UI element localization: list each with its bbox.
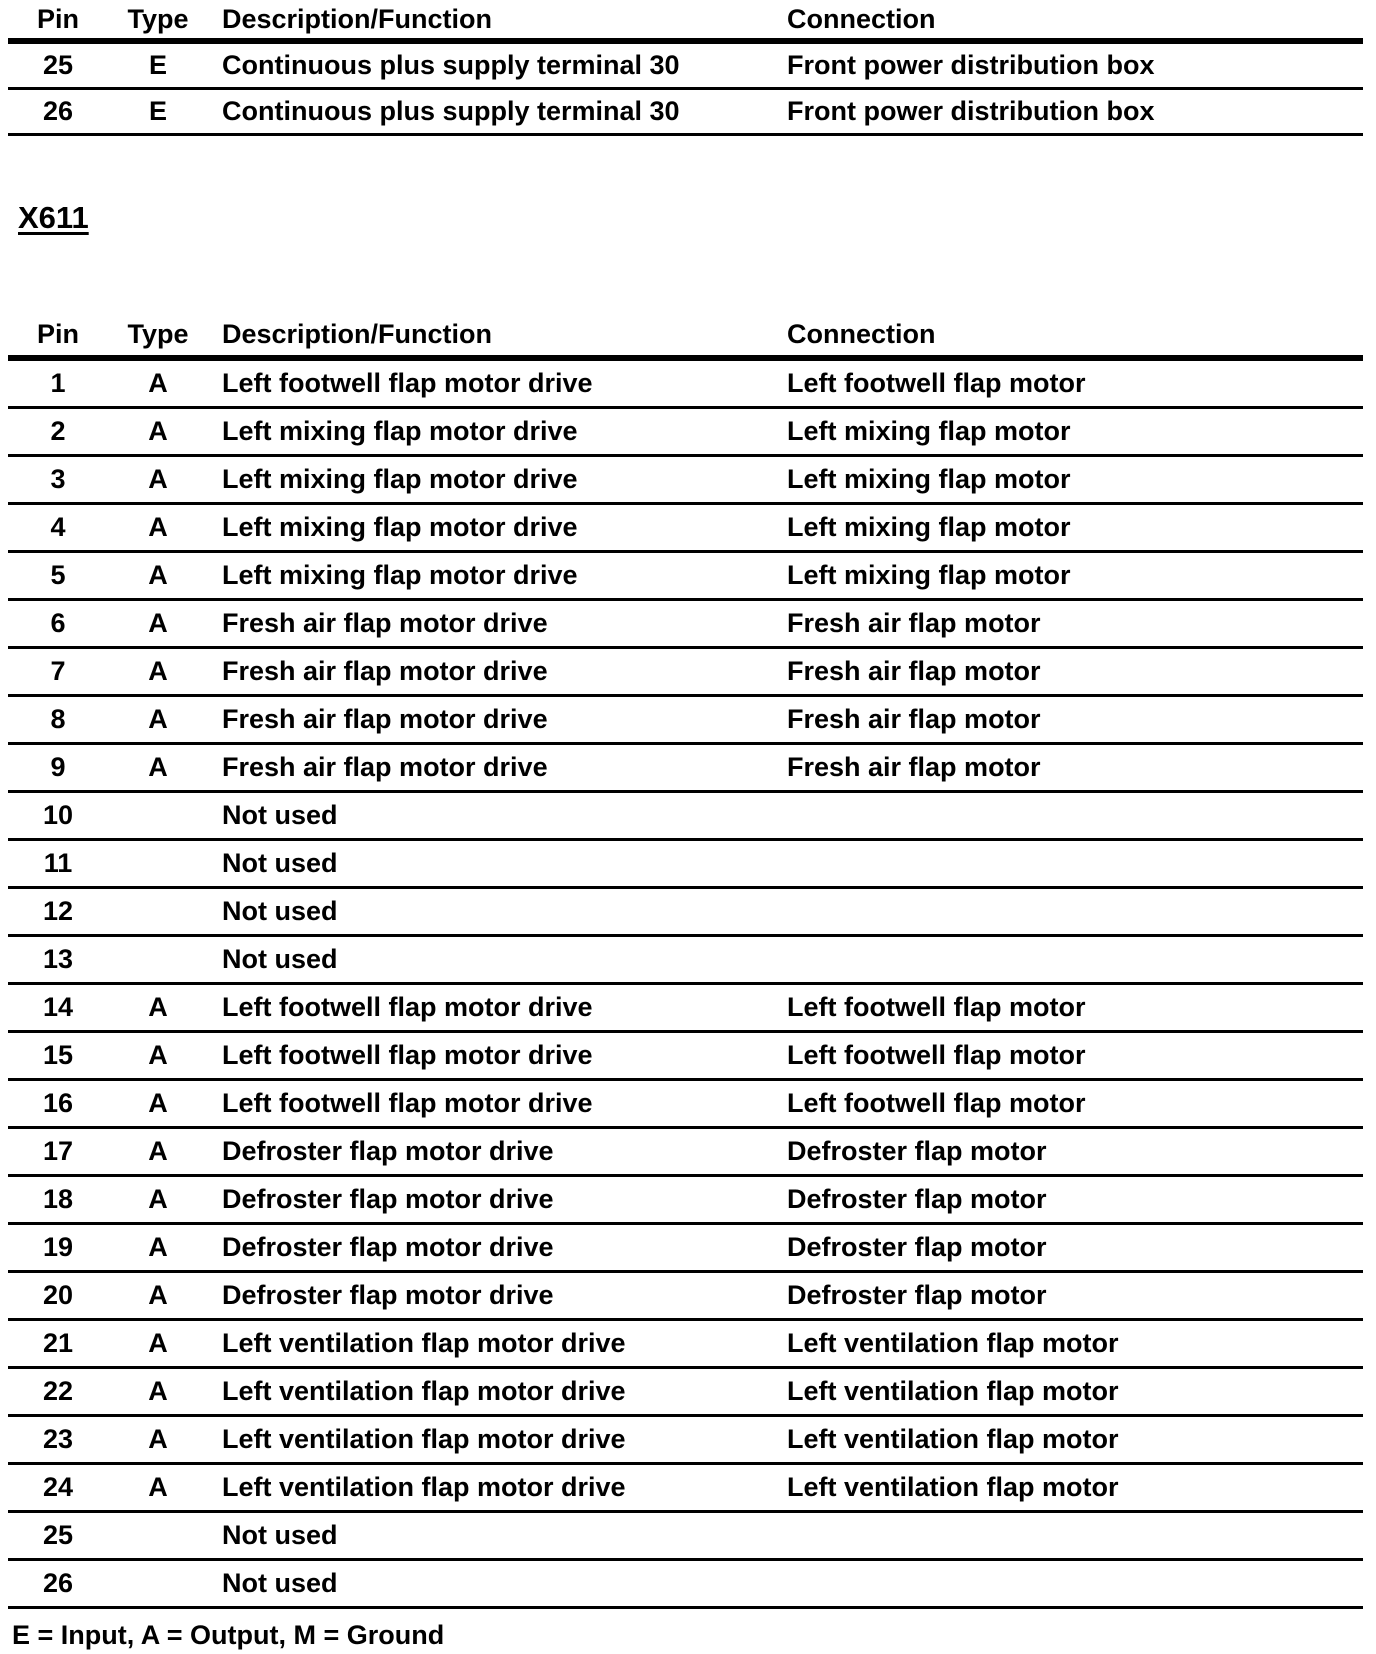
connection-cell: Left ventilation flap motor: [785, 1368, 1363, 1416]
table-row: [8, 600, 1363, 648]
table-row: [8, 1560, 1363, 1608]
pin-cell: 9: [8, 744, 108, 792]
pin-cell: 23: [8, 1416, 108, 1464]
column-header-pin: Pin: [8, 0, 108, 41]
connection-cell: [785, 1512, 1363, 1560]
pin-cell: 26: [8, 89, 108, 135]
type-cell: A: [108, 408, 208, 456]
table-row: [8, 1032, 1363, 1080]
type-cell: A: [108, 1176, 208, 1224]
column-header-type: Type: [108, 0, 208, 41]
connection-cell: Left ventilation flap motor: [785, 1320, 1363, 1368]
pin-cell: 22: [8, 1368, 108, 1416]
type-cell: [108, 1512, 208, 1560]
connection-cell: Fresh air flap motor: [785, 744, 1363, 792]
description-cell: Not used: [208, 936, 785, 984]
pin-cell: 14: [8, 984, 108, 1032]
type-cell: A: [108, 984, 208, 1032]
connector-pin-table-continued: [8, 0, 1363, 136]
connection-cell: Left footwell flap motor: [785, 358, 1363, 408]
pin-cell: 25: [8, 1512, 108, 1560]
description-cell: Not used: [208, 840, 785, 888]
pin-cell: 4: [8, 504, 108, 552]
table-row: [8, 744, 1363, 792]
table-body: [8, 358, 1363, 1608]
description-cell: Left footwell flap motor drive: [208, 1080, 785, 1128]
table-row: [8, 552, 1363, 600]
connection-cell: Left footwell flap motor: [785, 1032, 1363, 1080]
pin-cell: 11: [8, 840, 108, 888]
table-row: [8, 358, 1363, 408]
table-row: [8, 1464, 1363, 1512]
connection-cell: Defroster flap motor: [785, 1272, 1363, 1320]
type-cell: A: [108, 504, 208, 552]
description-cell: Left mixing flap motor drive: [208, 504, 785, 552]
table-row: [8, 1320, 1363, 1368]
pin-cell: 7: [8, 648, 108, 696]
connection-cell: Left mixing flap motor: [785, 552, 1363, 600]
table-header-row: [8, 313, 1363, 358]
pin-cell: 13: [8, 936, 108, 984]
pin-cell: 8: [8, 696, 108, 744]
description-cell: Not used: [208, 888, 785, 936]
table-row: [8, 1368, 1363, 1416]
description-cell: Left mixing flap motor drive: [208, 456, 785, 504]
description-cell: Defroster flap motor drive: [208, 1128, 785, 1176]
type-cell: [108, 792, 208, 840]
column-header-type: Type: [108, 313, 208, 358]
type-cell: A: [108, 1368, 208, 1416]
description-cell: Not used: [208, 1560, 785, 1608]
connection-cell: [785, 936, 1363, 984]
type-cell: A: [108, 744, 208, 792]
description-cell: Not used: [208, 792, 785, 840]
column-header-connection: Connection: [785, 0, 1363, 41]
connection-cell: Left mixing flap motor: [785, 504, 1363, 552]
description-cell: Not used: [208, 1512, 785, 1560]
type-cell: A: [108, 600, 208, 648]
type-cell: [108, 936, 208, 984]
description-cell: Defroster flap motor drive: [208, 1272, 785, 1320]
table-row: [8, 888, 1363, 936]
table-row: [8, 1224, 1363, 1272]
pin-cell: 16: [8, 1080, 108, 1128]
connector-x611-pin-table: [8, 313, 1363, 1609]
description-cell: Left footwell flap motor drive: [208, 984, 785, 1032]
description-cell: Left footwell flap motor drive: [208, 358, 785, 408]
description-cell: Continuous plus supply terminal 30: [208, 89, 785, 135]
connection-cell: Left mixing flap motor: [785, 408, 1363, 456]
description-cell: Left ventilation flap motor drive: [208, 1368, 785, 1416]
connection-cell: Defroster flap motor: [785, 1128, 1363, 1176]
pin-cell: 10: [8, 792, 108, 840]
table-row: [8, 1128, 1363, 1176]
type-cell: A: [108, 1128, 208, 1176]
type-cell: E: [108, 89, 208, 135]
table-row: [8, 648, 1363, 696]
type-cell: A: [108, 1416, 208, 1464]
connection-cell: Front power distribution box: [785, 41, 1363, 89]
connection-cell: Left mixing flap motor: [785, 456, 1363, 504]
connection-cell: Left footwell flap motor: [785, 984, 1363, 1032]
table-row: [8, 792, 1363, 840]
type-cell: A: [108, 1224, 208, 1272]
pin-cell: 20: [8, 1272, 108, 1320]
table-row: [8, 89, 1363, 135]
pin-cell: 18: [8, 1176, 108, 1224]
description-cell: Left mixing flap motor drive: [208, 552, 785, 600]
connection-cell: Left ventilation flap motor: [785, 1464, 1363, 1512]
table-row: [8, 1080, 1363, 1128]
description-cell: Left footwell flap motor drive: [208, 1032, 785, 1080]
pin-cell: 15: [8, 1032, 108, 1080]
pin-cell: 5: [8, 552, 108, 600]
table-row: [8, 1416, 1363, 1464]
pin-cell: 1: [8, 358, 108, 408]
type-cell: A: [108, 1464, 208, 1512]
type-legend: E = Input, A = Output, M = Ground: [12, 1620, 445, 1650]
type-cell: A: [108, 1320, 208, 1368]
description-cell: Left ventilation flap motor drive: [208, 1464, 785, 1512]
description-cell: Continuous plus supply terminal 30: [208, 41, 785, 89]
table-row: [8, 984, 1363, 1032]
connection-cell: Defroster flap motor: [785, 1224, 1363, 1272]
pin-cell: 17: [8, 1128, 108, 1176]
table-row: [8, 41, 1363, 89]
column-header-connection: Connection: [785, 313, 1363, 358]
connector-section-title: X611: [18, 200, 89, 235]
connection-cell: Fresh air flap motor: [785, 696, 1363, 744]
description-cell: Fresh air flap motor drive: [208, 744, 785, 792]
description-cell: Fresh air flap motor drive: [208, 696, 785, 744]
type-cell: [108, 840, 208, 888]
table-row: [8, 504, 1363, 552]
table-header-row: [8, 0, 1363, 41]
table-body: [8, 41, 1363, 135]
table-row: [8, 408, 1363, 456]
table-row: [8, 1512, 1363, 1560]
type-cell: A: [108, 456, 208, 504]
type-cell: A: [108, 1032, 208, 1080]
pin-cell: 24: [8, 1464, 108, 1512]
connection-cell: Fresh air flap motor: [785, 600, 1363, 648]
description-cell: Fresh air flap motor drive: [208, 600, 785, 648]
pin-cell: 19: [8, 1224, 108, 1272]
connection-cell: Front power distribution box: [785, 89, 1363, 135]
table-row: [8, 456, 1363, 504]
pin-cell: 25: [8, 41, 108, 89]
pin-cell: 26: [8, 1560, 108, 1608]
table-row: [8, 1272, 1363, 1320]
type-cell: [108, 888, 208, 936]
description-cell: Defroster flap motor drive: [208, 1224, 785, 1272]
table-row: [8, 840, 1363, 888]
description-cell: Left ventilation flap motor drive: [208, 1320, 785, 1368]
type-cell: A: [108, 1080, 208, 1128]
type-cell: A: [108, 552, 208, 600]
connection-cell: Fresh air flap motor: [785, 648, 1363, 696]
pin-cell: 3: [8, 456, 108, 504]
type-cell: E: [108, 41, 208, 89]
pin-cell: 6: [8, 600, 108, 648]
connection-cell: [785, 888, 1363, 936]
column-header-description: Description/Function: [208, 313, 785, 358]
type-cell: A: [108, 696, 208, 744]
column-header-description: Description/Function: [208, 0, 785, 41]
connection-cell: [785, 840, 1363, 888]
connection-cell: [785, 1560, 1363, 1608]
pin-cell: 2: [8, 408, 108, 456]
description-cell: Left mixing flap motor drive: [208, 408, 785, 456]
column-header-pin: Pin: [8, 313, 108, 358]
connection-cell: Left ventilation flap motor: [785, 1416, 1363, 1464]
description-cell: Defroster flap motor drive: [208, 1176, 785, 1224]
pin-cell: 21: [8, 1320, 108, 1368]
type-cell: A: [108, 1272, 208, 1320]
description-cell: Fresh air flap motor drive: [208, 648, 785, 696]
type-cell: A: [108, 648, 208, 696]
type-cell: [108, 1560, 208, 1608]
table-row: [8, 696, 1363, 744]
type-cell: A: [108, 358, 208, 408]
description-cell: Left ventilation flap motor drive: [208, 1416, 785, 1464]
pin-cell: 12: [8, 888, 108, 936]
connection-cell: [785, 792, 1363, 840]
connection-cell: Left footwell flap motor: [785, 1080, 1363, 1128]
table-row: [8, 936, 1363, 984]
connection-cell: Defroster flap motor: [785, 1176, 1363, 1224]
table-row: [8, 1176, 1363, 1224]
